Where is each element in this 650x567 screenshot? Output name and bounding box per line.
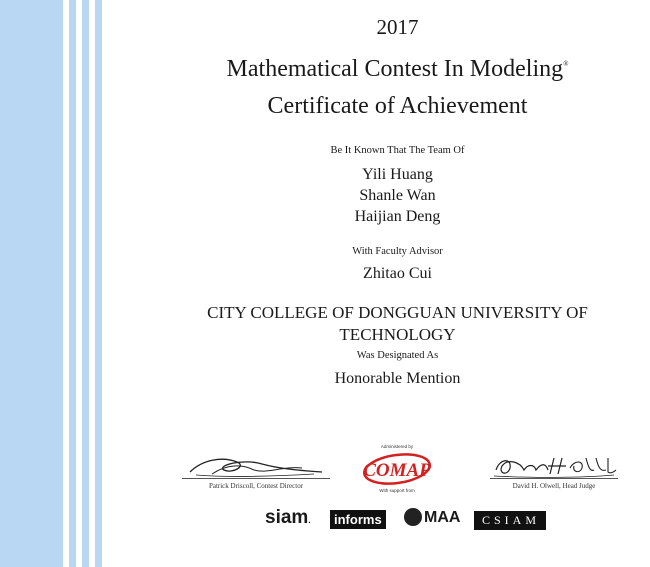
maa-emblem-icon bbox=[404, 508, 422, 526]
institution-name: CITY COLLEGE OF DONGGUAN UNIVERSITY OF TECHNOLOGY bbox=[207, 303, 588, 344]
certificate-title: Certificate of Achievement bbox=[267, 93, 528, 119]
team-intro: Be It Known That The Team Of bbox=[330, 145, 465, 156]
contest-name bbox=[150, 56, 645, 83]
support-label: With support from bbox=[379, 488, 415, 493]
contest-name-text: Mathematical Contest In Modeling bbox=[226, 56, 564, 82]
comap-logo bbox=[362, 452, 432, 486]
left-stripe-narrow bbox=[95, 0, 102, 567]
award-level: Honorable Mention bbox=[334, 370, 461, 387]
team-member: Shanle Wan bbox=[359, 187, 436, 204]
administered-by-label: Administered by bbox=[380, 444, 414, 449]
informs-logo: informs bbox=[330, 510, 386, 529]
director-signature bbox=[182, 452, 330, 480]
judge-caption: David H. Olwell, Head Judge bbox=[512, 482, 596, 490]
designated-label: Was Designated As bbox=[356, 350, 439, 361]
team-member: Yili Huang bbox=[362, 166, 433, 183]
left-stripe-wide bbox=[0, 0, 63, 567]
director-caption: Patrick Driscoll, Contest Director bbox=[208, 482, 304, 490]
maa-logo: MAA bbox=[404, 509, 460, 527]
advisor-label: With Faculty Advisor bbox=[352, 246, 443, 257]
advisor-name: Zhitao Cui bbox=[363, 265, 432, 282]
csiam-logo: CSIAM bbox=[474, 511, 546, 530]
signature-rule bbox=[182, 478, 330, 479]
registered-mark: ® bbox=[563, 60, 569, 68]
certificate-year: 2017 bbox=[376, 15, 419, 39]
siam-logo: siam. bbox=[265, 507, 311, 528]
left-stripe-narrow bbox=[69, 0, 76, 567]
signature-rule bbox=[490, 478, 618, 479]
left-stripe-narrow bbox=[82, 0, 89, 567]
comap-logo-text: COMAP bbox=[363, 460, 431, 481]
team-member: Haijian Deng bbox=[354, 208, 441, 225]
judge-signature bbox=[490, 452, 618, 480]
